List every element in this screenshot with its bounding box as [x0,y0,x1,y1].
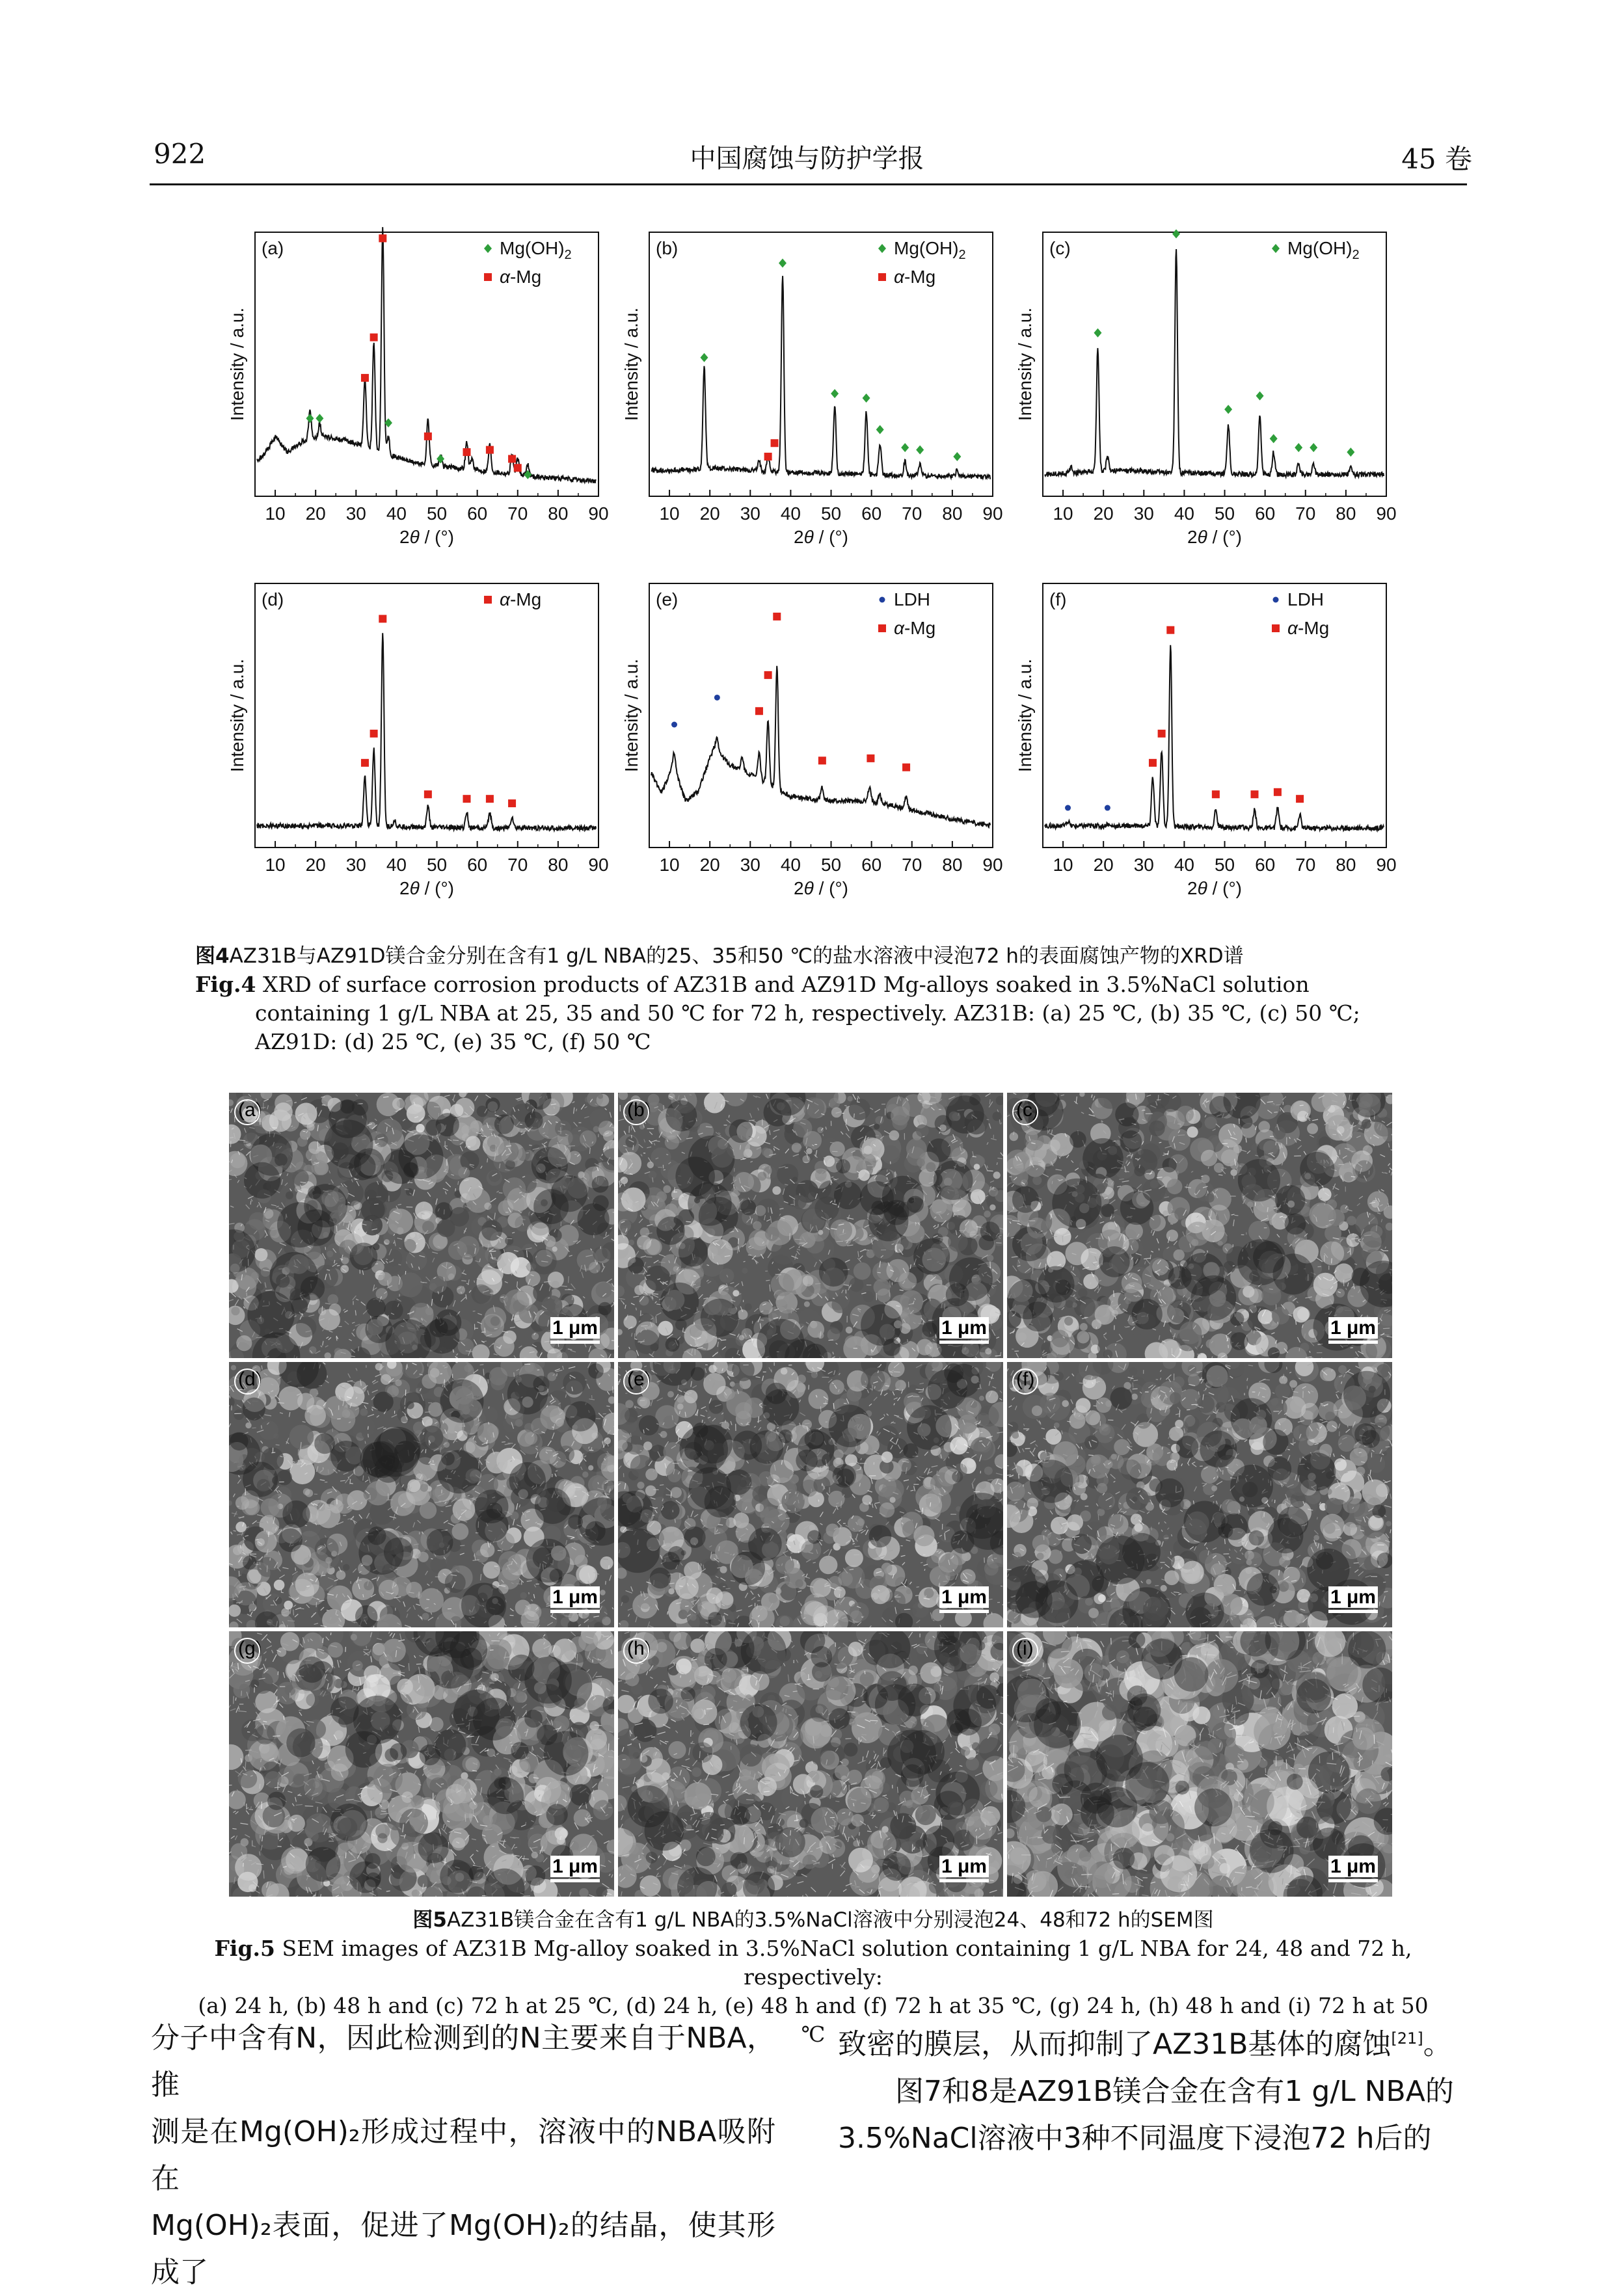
x-axis-label: 2θ / (°) [1187,527,1242,547]
x-axis-label: 2θ / (°) [1187,878,1242,898]
x-tick-label: 20 [700,503,720,524]
x-tick-label: 70 [507,503,528,524]
x-tick-label: 90 [1376,855,1396,875]
xrd-panel-a [215,224,618,576]
alpha-mg-marker [484,596,492,604]
x-tick-label: 30 [346,503,366,524]
ldh-marker [1273,597,1279,603]
x-tick-label: 90 [1376,503,1396,524]
x-tick-label: 60 [467,855,487,875]
sem-image-g [229,1631,614,1897]
x-tick-label: 90 [982,503,1002,524]
scale-bar: 1 μm [1328,1856,1378,1882]
x-tick-label: 10 [1053,503,1073,524]
alpha-mg-marker [1296,795,1304,803]
mg-oh2-marker [953,452,961,461]
plot-frame [649,232,993,496]
ldh-marker [714,695,720,701]
body-column-left [151,2015,775,2296]
alpha-mg-marker [379,234,386,242]
x-tick-label: 60 [861,855,881,875]
legend-label: α-Mg [500,267,541,287]
mg-oh2-marker [1310,443,1317,452]
x-tick-label: 30 [740,503,760,524]
fig5-cn-text: AZ31B镁合金在含有1 g/L NBA的3.5%NaCl溶液中分别浸泡24、48和72 h的SEM图 [447,1908,1214,1932]
alpha-mg-marker [486,446,494,454]
panel-label: (f) [1049,589,1066,609]
alpha-mg-marker [1272,624,1280,632]
alpha-mg-marker [773,613,781,621]
alpha-mg-marker [463,448,470,456]
alpha-mg-marker [486,795,494,803]
x-tick-label: 70 [1295,503,1315,524]
x-tick-label: 80 [942,855,962,875]
alpha-mg-marker [878,624,886,632]
x-tick-label: 60 [861,503,881,524]
header-rule [150,183,1467,185]
alpha-mg-marker [424,433,432,440]
page-number: 922 [154,138,206,170]
mg-oh2-marker [316,414,323,423]
mg-oh2-marker [831,389,839,398]
fig5-en-label: Fig.5 [214,1936,275,1961]
mg-oh2-marker [863,394,870,403]
alpha-mg-marker [1149,759,1157,767]
sem-image-b [618,1093,1003,1358]
x-tick-label: 10 [265,503,285,524]
journal-title: 中国腐蚀与防护学报 [0,138,1614,175]
x-tick-label: 40 [781,855,801,875]
ldh-marker [880,597,885,603]
scale-bar: 1 μm [550,1586,600,1613]
sem-label: (e) [627,1368,651,1391]
x-tick-label: 30 [1134,503,1154,524]
body-line: 3.5%NaCl溶液中3种不同温度下浸泡72 h后的 [838,2115,1462,2162]
x-tick-label: 40 [781,503,801,524]
x-tick-label: 70 [902,855,922,875]
volume-label: 45 卷 [1401,138,1472,177]
sem-image-c [1007,1093,1392,1358]
x-tick-label: 10 [659,855,679,875]
body-line: 图7和8是AZ91B镁合金在含有1 g/L NBA的 [838,2068,1462,2115]
fig5-en-text-2: (a) 24 h, (b) 48 h and (c) 72 h at 25 ℃, (d) 24 h, (e) 48 h and (f) 72 h at 35 ℃, (g) 24 h, (h) 48 h and (i) 72 h at 50 ℃ [195,1992,1431,2049]
alpha-mg-marker [818,756,826,764]
body-line: 分子中含有N，因此检测到的N主要来自于NBA，推 [151,2015,775,2109]
y-axis-label: Intensity / a.u. [621,308,641,421]
xrd-trace [1045,645,1384,831]
alpha-mg-marker [379,615,386,622]
x-tick-label: 30 [346,855,366,875]
legend-label: $Mg(OH)_2$ [1287,238,1360,262]
alpha-mg-marker [755,707,763,715]
mg-oh2-marker [524,470,531,479]
x-tick-label: 50 [821,855,841,875]
fig4-en-label: Fig.4 [195,972,256,997]
x-tick-label: 60 [467,503,487,524]
plot-frame [1043,232,1386,496]
xrd-trace [651,276,990,479]
fig5-cn-label: 图5 [412,1908,447,1932]
panel-label: (d) [262,589,284,609]
alpha-mg-marker [484,273,492,281]
x-axis-label: 2θ / (°) [794,878,848,898]
alpha-mg-marker [1158,730,1166,738]
x-tick-label: 70 [1295,855,1315,875]
scale-bar: 1 μm [939,1317,989,1344]
sem-label: (a) [238,1099,262,1121]
y-axis-label: Intensity / a.u. [227,659,247,772]
x-tick-label: 20 [1094,855,1114,875]
x-tick-label: 90 [982,855,1002,875]
sem-image-d [229,1362,614,1627]
x-tick-label: 80 [1336,855,1356,875]
alpha-mg-marker [424,790,432,798]
mg-oh2-marker [779,258,787,267]
x-tick-label: 60 [1255,855,1275,875]
body-column-right [838,2015,1462,2162]
alpha-mg-marker [514,464,522,472]
alpha-mg-marker [1250,790,1258,798]
scale-bar: 1 μm [1328,1586,1378,1613]
fig4-cn-text: AZ31B与AZ91D镁合金分别在含有1 g/L NBA的25、35和50 ℃的盐水溶液中浸泡72 h的表面腐蚀产物的XRD谱 [230,944,1244,968]
x-tick-label: 50 [821,503,841,524]
xrd-trace [257,227,596,483]
sem-image-i [1007,1631,1392,1897]
mg-oh2-marker [1347,447,1354,457]
legend-label: α-Mg [1287,618,1329,638]
sem-image-a [229,1093,614,1358]
y-axis-label: Intensity / a.u. [621,659,641,772]
mg-oh2-marker [1272,244,1280,253]
panel-label: (c) [1049,238,1071,258]
fig4-cn-label: 图4 [195,944,230,968]
alpha-mg-marker [867,754,874,762]
mg-oh2-marker [484,244,492,253]
scale-bar: 1 μm [1328,1317,1378,1344]
x-tick-label: 80 [1336,503,1356,524]
ldh-marker [671,722,677,728]
alpha-mg-marker [902,764,910,771]
alpha-mg-marker [1212,790,1220,798]
legend-label: $Mg(OH)_2$ [500,238,572,262]
x-tick-label: 90 [588,855,608,875]
legend-label: α-Mg [894,618,935,638]
xrd-panel-b [609,224,1012,576]
scale-bar: 1 μm [550,1317,600,1344]
x-tick-label: 30 [740,855,760,875]
alpha-mg-marker [771,439,779,447]
mg-oh2-marker [1256,392,1264,401]
x-tick-label: 80 [548,503,568,524]
xrd-panel-c [1002,224,1406,576]
xrd-trace [1045,249,1384,477]
x-tick-label: 20 [306,855,326,875]
x-tick-label: 50 [1215,855,1235,875]
alpha-mg-marker [361,374,369,382]
alpha-mg-marker [370,730,378,738]
sem-label: (f) [1016,1368,1034,1391]
x-tick-label: 40 [1174,855,1194,875]
x-tick-label: 60 [1255,503,1275,524]
fig5-en-text-1: SEM images of AZ31B Mg-alloy soaked in 3.5%NaCl solution containing 1 g/L NBA for 24, 48 and 72 h, respectively: [282,1936,1412,1990]
x-tick-label: 20 [306,503,326,524]
x-tick-label: 80 [548,855,568,875]
sem-image-e [618,1362,1003,1627]
sem-label: (b) [627,1099,651,1121]
alpha-mg-marker [463,795,470,803]
plot-frame [649,583,993,848]
x-tick-label: 10 [265,855,285,875]
mg-oh2-marker [1270,434,1278,443]
x-tick-label: 50 [1215,503,1235,524]
mg-oh2-marker [1172,229,1180,238]
mg-oh2-marker [1295,443,1302,452]
sem-label: (h) [627,1638,651,1660]
xrd-trace [257,633,596,831]
y-axis-label: Intensity / a.u. [1015,659,1035,772]
panel-label: (e) [656,589,678,609]
sem-image-h [618,1631,1003,1897]
plot-frame [255,232,599,496]
x-tick-label: 70 [902,503,922,524]
mg-oh2-marker [1224,405,1232,414]
x-tick-label: 90 [588,503,608,524]
mg-oh2-marker [306,414,314,423]
plot-frame [255,583,599,848]
sem-image-grid [229,1093,1392,1898]
legend-label: $Mg(OH)_2$ [894,238,966,262]
x-tick-label: 10 [1053,855,1073,875]
alpha-mg-marker [1166,626,1174,634]
xrd-trace [651,666,990,827]
x-axis-label: 2θ / (°) [399,878,454,898]
xrd-panel-d [215,576,618,927]
alpha-mg-marker [878,273,886,281]
sem-label: (d) [238,1368,262,1391]
xrd-panel-e [609,576,1012,927]
body-line: 致密的膜层，从而抑制了AZ31B基体的腐蚀 [838,2028,1391,2061]
mg-oh2-marker [700,353,708,362]
legend-label: LDH [1287,589,1324,609]
x-tick-label: 40 [1174,503,1194,524]
x-tick-label: 50 [427,855,447,875]
scale-bar: 1 μm [550,1856,600,1882]
mg-oh2-marker [878,244,886,253]
mg-oh2-marker [901,443,909,452]
body-line: 测是在Mg(OH)₂形成过程中，溶液中的NBA吸附在 [151,2109,775,2202]
citation-ref: [21] [1391,2029,1423,2048]
x-tick-label: 30 [1134,855,1154,875]
plot-frame [1043,583,1386,848]
scale-bar: 1 μm [939,1586,989,1613]
x-axis-label: 2θ / (°) [794,527,848,547]
panel-label: (a) [262,238,284,258]
x-tick-label: 70 [507,855,528,875]
body-line: Mg(OH)₂表面，促进了Mg(OH)₂的结晶，使其形成了 [151,2202,775,2296]
alpha-mg-marker [764,671,772,679]
x-tick-label: 40 [386,503,407,524]
figure4-caption [195,942,1431,1056]
legend-label: LDH [894,589,930,609]
mg-oh2-marker [916,446,924,455]
legend-label: α-Mg [894,267,935,287]
sem-label: (i) [1016,1638,1034,1660]
x-tick-label: 80 [942,503,962,524]
alpha-mg-marker [764,453,772,461]
body-punct: 。 [1423,2028,1452,2061]
y-axis-label: Intensity / a.u. [227,308,247,421]
x-tick-label: 20 [700,855,720,875]
panel-label: (b) [656,238,678,258]
y-axis-label: Intensity / a.u. [1015,308,1035,421]
legend-label: α-Mg [500,589,541,609]
sem-label: (c) [1016,1099,1039,1121]
x-axis-label: 2θ / (°) [399,527,454,547]
xrd-panel-f [1002,576,1406,927]
ldh-marker [1105,805,1110,811]
x-tick-label: 10 [659,503,679,524]
sem-label: (g) [238,1638,262,1660]
x-tick-label: 50 [427,503,447,524]
alpha-mg-marker [361,759,369,767]
mg-oh2-marker [1094,328,1101,338]
alpha-mg-marker [508,799,516,807]
sem-image-f [1007,1362,1392,1627]
scale-bar: 1 μm [939,1856,989,1882]
ldh-marker [1065,805,1071,811]
mg-oh2-marker [876,425,884,434]
alpha-mg-marker [508,455,516,462]
alpha-mg-marker [370,334,378,341]
x-tick-label: 40 [386,855,407,875]
fig4-en-text: XRD of surface corrosion products of AZ31B and AZ91D Mg-alloys soaked in 3.5%NaCl solution containing 1 g/L NBA at 25, 35 and 50 ℃ for 72 h, respectively. AZ31B: (a) 25 ℃, (b) 35 ℃, (c) 50 ℃; AZ91D: (d) 25 ℃, (e) 35 ℃, (f) 50 ℃ [255,972,1360,1054]
alpha-mg-marker [1274,788,1282,796]
x-tick-label: 20 [1094,503,1114,524]
